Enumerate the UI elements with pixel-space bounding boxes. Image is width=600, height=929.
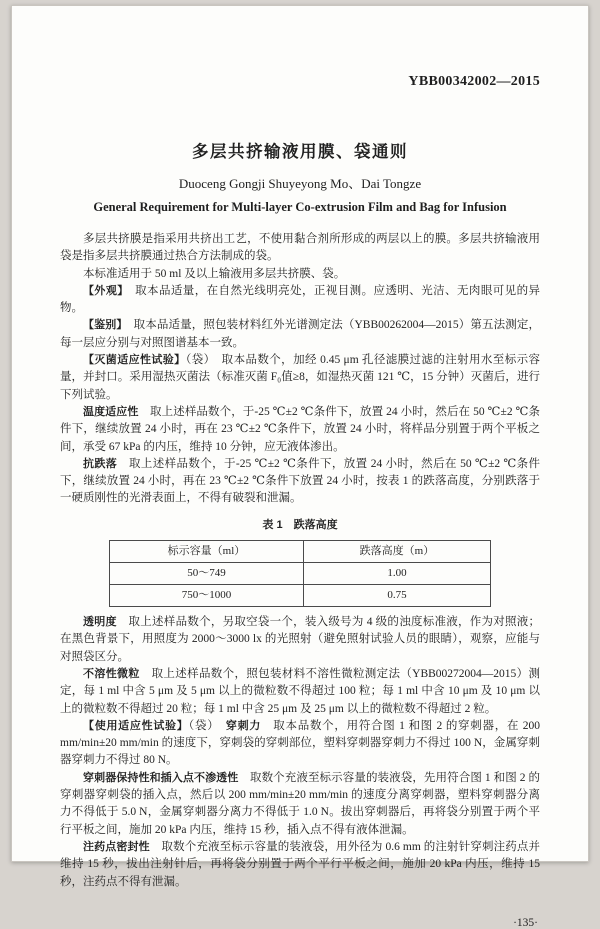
body-text: 取数个充液至标示容量的装液袋，用外径为 0.6 mm 的注射针穿刺注药点并维持 15 秒，拔出注射针后，再将袋分别置于两个平行平板之间，施加 20 kPa 内压，维持 15 秒，注药点不得有泄漏。 <box>60 840 541 888</box>
body-text: 多层共挤膜是指采用共挤出工艺，不使用黏合剂所形成的两层以上的膜。多层共挤输液用袋是指多层共挤膜通过热合方法制成的袋。 <box>60 233 540 263</box>
table-row <box>110 563 491 585</box>
page-number: ·135· <box>513 916 538 929</box>
table-cell: 1.00 <box>303 563 490 585</box>
section-heading: 【外观】 <box>83 284 124 297</box>
paragraph <box>60 317 540 352</box>
section-heading: 穿刺力 <box>225 719 262 732</box>
paragraph <box>60 718 540 770</box>
title-pinyin: Duoceng Gongji Shuyeyong Mo、Dai Tongze <box>178 176 422 191</box>
doc-code: YBB00342002—2015 <box>408 74 540 89</box>
table-cell: 50～749 <box>110 563 304 585</box>
table-caption: 表 1 跌落高度 <box>262 518 338 531</box>
table-cell: 750～1000 <box>110 585 304 607</box>
body-text: 本标准适用于 50 ml 及以上输液用多层共挤膜、袋。 <box>83 267 346 280</box>
section-heading: 抗跌落 <box>83 457 118 470</box>
body-text: 取本品适量，照包装材料红外光谱测定法（YBB00262004—2015）第五法测定，每一层应分别与对照图谱基本一致。 <box>60 319 540 349</box>
section-heading: 【鉴别】 <box>83 319 122 332</box>
section-heading: 【灭菌适应性试验】 <box>83 354 186 367</box>
paragraph <box>60 266 540 283</box>
body-text: 取本品适量，在自然光线明亮处，正视目测。应透明、光洁、无肉眼可见的异物。 <box>60 284 540 315</box>
body-text: 取上述样品数个，照包装材料不溶性微粒测定法（YBB00272004—2015）测定，每 1 ml 中含 5 μm 及 5 μm 以上的微粒数不得超过 100 粒；每 1 ml 中含 10 μm 及 10 μm 以上的微粒数不得超过 20 粒；每 1 ml 中含 25 μm 及 25 μm 以上的微粒数不得超过 2 粒。 <box>60 667 540 715</box>
body-text: 取上述样品数个，另取空袋一个，装入级号为 4 级的浊度标准液，作为对照液；在黑色背景下，用照度为 2000～3000 lx 的光照射（避免照射试验人员的眼睛），观察，应能与对照袋区分。 <box>60 616 541 663</box>
section-heading: 穿刺器保持性和插入点不渗透性 <box>83 771 239 784</box>
paragraph <box>60 352 540 404</box>
section-heading: 注药点密封性 <box>83 840 150 853</box>
body-text: 取上述样品数个，于-25 ℃±2 ℃条件下，放置 24 小时，然后在 50 ℃±2 ℃条件下，继续放置 24 小时，再在 23 ℃±2 ℃条件下放置 24 小时，按表 1 的跌落高度，分别跌落于一硬质刚性的光滑表面上，不得有破裂和泄漏。 <box>60 457 540 505</box>
document-body <box>60 231 540 891</box>
drop-height-table-block <box>109 517 491 607</box>
document-page <box>11 5 589 929</box>
table-cell: 0.75 <box>303 585 490 607</box>
title-english: General Requirement for Multi-layer Co-extrusion Film and Bag for Infusion <box>93 200 507 214</box>
paragraph <box>60 283 540 318</box>
paragraph <box>60 666 540 718</box>
table-header-cell: 跌落高度（m） <box>303 541 490 563</box>
table-header-row <box>110 541 491 563</box>
paragraph <box>60 404 540 456</box>
data-table <box>109 540 491 607</box>
paragraph <box>60 614 540 666</box>
section-heading: 透明度 <box>83 616 117 629</box>
table-header-cell: 标示容量（ml） <box>110 541 304 563</box>
body-text: （袋） <box>188 719 226 732</box>
body-text: 取上述样品数个，于-25 ℃±2 ℃条件下，放置 24 小时，然后在 50 ℃±2 ℃条件下，继续放置 24 小时，再在 23 ℃±2 ℃条件下，放置 24 小时，将样品分别置于两个平板之间，承受 67 kPa 的内压，维持 10 分钟，应无液体渗出。 <box>60 405 541 453</box>
paragraph <box>60 231 540 266</box>
table-row <box>110 585 491 607</box>
body-text: 取本品数个，用符合图 1 和图 2 的穿刺器，在 200 mm/min±20 mm/min 的速度下，穿刺袋的穿刺部位，塑料穿刺器穿刺力不得过 100 N，金属穿刺器穿刺力不得过 80 N。 <box>60 719 541 767</box>
section-heading: 不溶性微粒 <box>83 667 140 680</box>
paragraph <box>60 839 540 891</box>
title-chinese: 多层共挤输液用膜、袋通则 <box>192 143 408 161</box>
section-heading: 温度适应性 <box>83 405 139 418</box>
paragraph <box>60 456 540 508</box>
body-text: （袋） 取本品数个，加经 0.45 μm 孔径滤膜过滤的注射用水至标示容量，并封口。采用湿热灭菌法（标准灭菌 F₀值≥8，如湿热灭菌 121 ℃，15 分钟）灭菌后，进行下列试验。 <box>60 354 541 401</box>
body-text: 取数个充液至标示容量的装液袋，先用符合图 1 和图 2 的穿刺器穿刺袋的插入点，然后以 200 mm/min±20 mm/min 的速度分离穿刺器，塑料穿刺器分离力不得低于 5.0 N，金属穿刺器分离力不得低于 1.0 N。拔出穿刺器后，再将袋分别置于两个平行平板之间，施加 20 kPa 内压，维持 15 秒，插入点不得有液体泄漏。 <box>60 771 541 836</box>
section-heading: 【使用适应性试验】 <box>83 719 189 732</box>
paragraph <box>60 770 540 839</box>
